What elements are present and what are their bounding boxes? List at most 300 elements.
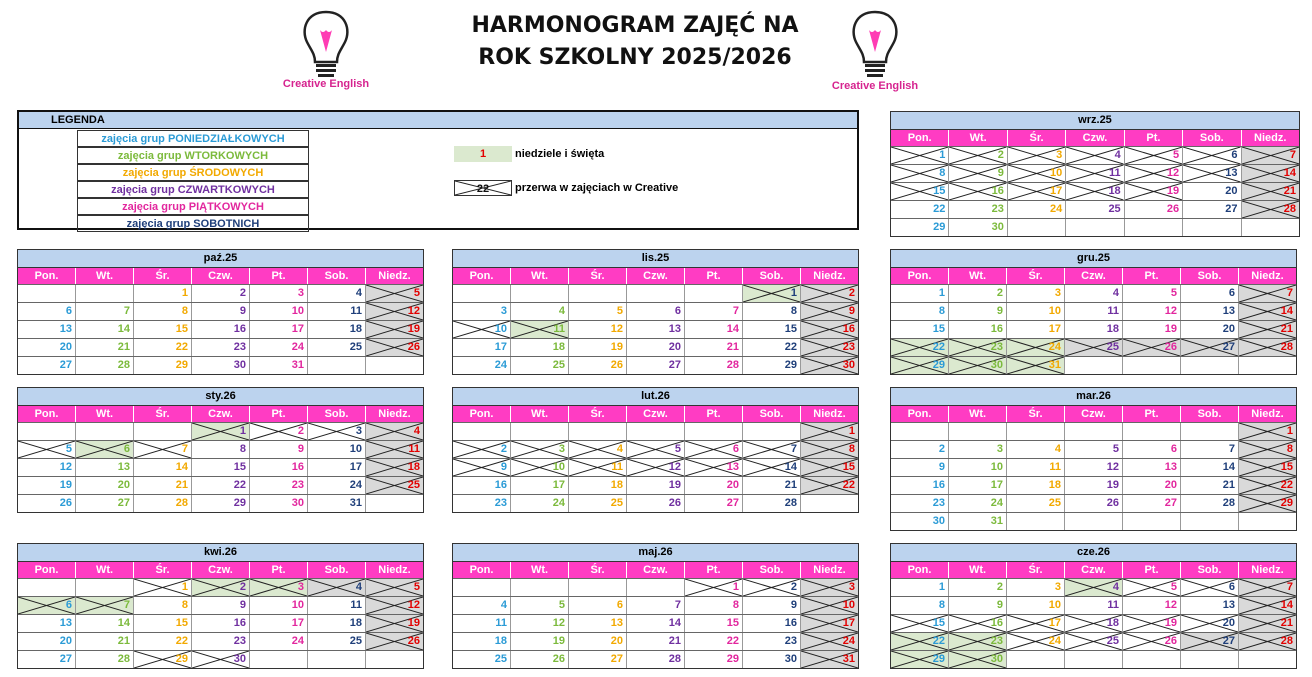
day-number: 7 [1286,287,1293,299]
weekday-header: Pt. [1123,268,1181,284]
day-number: 14 [784,461,797,473]
weekday-header: Pt. [685,406,743,422]
month-title: mar.26 [891,387,1296,406]
day-number: 26 [1164,341,1177,353]
day-cell [76,303,134,320]
title-line-2: ROK SZKOLNY 2025/2026 [478,45,792,70]
day-cell [1123,477,1181,494]
day-cell [743,441,801,458]
day-number: 12 [552,617,565,629]
weekday-header: Wt. [76,406,134,422]
day-cell [891,183,949,200]
day-number: 13 [1225,167,1238,179]
day-cell [192,615,250,632]
day-cell [366,303,423,320]
day-cell [743,321,801,338]
day-number: 7 [732,305,739,317]
day-cell [1065,477,1123,494]
day-number: 19 [610,341,623,353]
day-cell [891,579,949,596]
day-cell [453,423,511,440]
day-cell [743,285,801,302]
day-number: 16 [291,461,304,473]
day-cell [949,651,1007,668]
day-cell [366,651,423,668]
day-cell [801,423,858,440]
day-cell [569,651,627,668]
day-number: 19 [59,479,72,491]
day-number: 16 [990,617,1003,629]
day-cell [1239,459,1296,476]
day-cell [891,651,949,668]
day-cell [627,423,685,440]
day-cell [453,579,511,596]
day-cell [1065,357,1123,374]
day-cell [1066,147,1124,164]
day-number: 24 [291,635,304,647]
day-number: 12 [407,305,420,317]
day-number: 13 [59,617,72,629]
day-cell [949,423,1007,440]
day-number: 3 [1054,581,1061,593]
day-number: 21 [1280,323,1293,335]
weekday-header: Sob. [743,562,801,578]
legend-panel [17,110,859,230]
day-cell [18,357,76,374]
day-cell [685,579,743,596]
day-number: 13 [59,323,72,335]
lightbulb-icon [820,8,930,83]
day-number: 21 [175,479,188,491]
day-cell [1008,219,1066,236]
day-cell [18,339,76,356]
day-number: 25 [1106,635,1119,647]
day-cell [76,615,134,632]
day-number: 10 [291,305,304,317]
week-row [891,284,1296,302]
day-number: 25 [1048,497,1061,509]
day-number: 5 [674,443,681,455]
weekday-header: Czw. [192,406,250,422]
day-number: 11 [1107,599,1119,611]
day-cell [1181,513,1239,530]
day-cell [1123,633,1181,650]
day-cell [1123,597,1181,614]
weekday-header: Czw. [1065,562,1123,578]
day-cell [1065,423,1123,440]
day-number: 22 [175,341,188,353]
day-cell [192,357,250,374]
day-number: 8 [939,167,946,179]
day-number: 12 [1164,599,1177,611]
day-cell [308,339,366,356]
day-cell [627,495,685,512]
weekday-header: Pt. [685,268,743,284]
day-number: 3 [996,443,1003,455]
day-cell [743,339,801,356]
day-cell [76,477,134,494]
day-number: 3 [848,581,855,593]
weekday-header: Śr. [569,268,627,284]
day-cell [1239,597,1296,614]
day-cell [1125,201,1183,218]
day-number: 3 [558,443,565,455]
day-cell [949,477,1007,494]
day-number: 12 [1166,167,1180,179]
day-cell [1065,321,1123,338]
weekday-header: Niedz. [378,270,411,282]
day-cell [76,579,134,596]
day-cell [134,477,192,494]
weekday-header: Wt. [949,406,1007,422]
day-cell [1239,285,1296,302]
logo-right [820,8,930,98]
day-cell [801,441,858,458]
day-number: 4 [1112,581,1119,593]
day-cell [743,597,801,614]
day-number: 5 [413,287,420,299]
weekday-header-row [453,268,858,284]
day-number: 1 [939,149,946,161]
day-cell [1008,201,1066,218]
weekday-header: Śr. [1007,268,1065,284]
day-number: 1 [239,425,246,437]
day-cell [250,285,308,302]
day-number: 13 [1164,461,1177,473]
day-cell [1239,303,1296,320]
weekday-header: Pon. [453,268,511,284]
day-number: 26 [59,497,72,509]
day-cell [308,357,366,374]
day-number: 22 [932,635,945,647]
day-number: 30 [990,359,1003,371]
day-cell [1007,495,1065,512]
weekday-header: Wt. [949,268,1007,284]
day-number: 23 [990,341,1003,353]
day-cell [569,357,627,374]
day-cell [134,651,192,668]
weekday-header: Pt. [1125,130,1183,146]
legend-group-saturday: zajęcia grup SOBOTNICH [77,215,309,232]
day-number: 12 [1106,461,1119,473]
day-number: 24 [842,635,855,647]
day-number: 23 [990,635,1003,647]
day-number: 18 [349,617,362,629]
day-cell [1183,219,1241,236]
legend-group-tuesday: zajęcia grup WTORKOWYCH [77,147,309,164]
day-number: 2 [938,443,945,455]
day-number: 17 [494,341,507,353]
day-cell [891,219,949,236]
day-cell [627,651,685,668]
day-cell [949,357,1007,374]
day-cell [801,285,858,302]
month-calendar-cze.26 [890,543,1297,669]
day-number: 22 [1280,479,1293,491]
day-cell [1181,579,1239,596]
day-cell [1007,357,1065,374]
day-cell [949,183,1007,200]
day-number: 18 [349,323,362,335]
day-number: 27 [1222,341,1235,353]
day-number: 5 [616,305,623,317]
day-cell [685,321,743,338]
day-number: 6 [65,599,72,611]
day-cell [569,303,627,320]
day-number: 16 [991,185,1004,197]
day-cell [18,285,76,302]
day-cell [685,615,743,632]
day-cell [192,651,250,668]
day-number: 20 [117,479,130,491]
day-cell [891,477,949,494]
day-cell [308,303,366,320]
day-cell [627,357,685,374]
day-cell [1007,459,1065,476]
weekday-header: Śr. [1008,130,1066,146]
day-cell [1123,321,1181,338]
day-cell [366,495,423,512]
day-number: 5 [65,443,72,455]
weekday-header: Wt. [511,268,569,284]
day-number: 12 [1164,305,1177,317]
day-cell [1125,219,1183,236]
day-cell [891,165,949,182]
day-cell [949,579,1007,596]
day-number: 4 [500,599,507,611]
day-number: 20 [726,479,739,491]
week-row [891,338,1296,356]
day-number: 20 [1222,323,1235,335]
day-cell [627,459,685,476]
day-cell [76,339,134,356]
day-cell [1242,165,1299,182]
day-cell [949,303,1007,320]
day-number: 11 [1107,305,1119,317]
day-number: 24 [291,341,304,353]
day-cell [453,495,511,512]
day-number: 6 [1228,581,1235,593]
day-number: 18 [494,635,507,647]
day-cell [18,459,76,476]
day-cell [1242,219,1299,236]
day-cell [76,459,134,476]
day-cell [1181,495,1239,512]
day-cell [685,633,743,650]
day-number: 31 [349,497,362,509]
day-number: 8 [790,305,797,317]
day-cell [1007,615,1065,632]
legend-header: LEGENDA [19,112,857,129]
day-number: 13 [117,461,130,473]
day-cell [1181,423,1239,440]
day-number: 3 [1054,287,1061,299]
day-number: 9 [297,443,304,455]
day-cell [192,579,250,596]
day-number: 8 [239,443,246,455]
day-cell [949,285,1007,302]
day-number: 22 [933,203,946,215]
day-cell [1065,459,1123,476]
day-number: 14 [1222,461,1235,473]
day-number: 7 [1228,443,1235,455]
day-cell [76,285,134,302]
day-cell [1242,183,1299,200]
day-cell [134,615,192,632]
day-cell [308,477,366,494]
month-title: lut.26 [453,387,858,406]
day-cell [569,633,627,650]
day-cell [192,285,250,302]
day-number: 18 [1106,323,1119,335]
day-cell [627,339,685,356]
day-cell [18,495,76,512]
day-cell [1065,513,1123,530]
day-number: 29 [175,653,188,665]
day-cell [1007,633,1065,650]
day-number: 21 [1280,617,1293,629]
day-cell [949,165,1007,182]
day-cell [511,441,569,458]
day-cell [891,633,949,650]
weekday-header: Wt. [76,268,134,284]
day-cell [685,423,743,440]
week-row [453,494,858,512]
day-number: 17 [552,479,565,491]
day-cell [192,633,250,650]
day-cell [891,459,949,476]
day-cell [1183,147,1241,164]
day-number: 17 [842,617,855,629]
day-number: 2 [996,581,1003,593]
day-cell [1065,651,1123,668]
day-number: 8 [181,599,188,611]
day-cell [192,477,250,494]
day-cell [453,597,511,614]
day-cell [1065,339,1123,356]
day-cell [192,597,250,614]
day-cell [743,651,801,668]
day-cell [627,303,685,320]
day-number: 9 [996,305,1003,317]
day-number: 27 [1225,203,1238,215]
break-sample: 22 [476,183,490,195]
day-number: 25 [1108,203,1121,215]
weekday-header: Pt. [685,562,743,578]
weekday-header: Śr. [1007,406,1065,422]
weekday-header: Niedz. [1251,408,1284,420]
day-cell [1181,651,1239,668]
day-cell [743,495,801,512]
day-cell [76,321,134,338]
day-number: 23 [494,497,507,509]
day-cell [511,633,569,650]
weekday-header: Pon. [891,562,949,578]
month-calendar-sty.26 [17,387,424,513]
day-number: 11 [553,323,565,335]
month-calendar-kwi.26 [17,543,424,669]
day-number: 30 [991,221,1004,233]
day-cell [627,597,685,614]
day-number: 23 [291,479,304,491]
day-number: 26 [552,653,565,665]
day-number: 20 [59,341,72,353]
day-number: 6 [616,599,623,611]
day-number: 10 [990,461,1003,473]
break-label: przerwa w zajęciach w Creative [515,182,679,194]
day-number: 28 [726,359,739,371]
day-number: 21 [117,341,130,353]
day-number: 25 [349,341,362,353]
day-cell [366,477,423,494]
day-cell [192,459,250,476]
day-cell [18,579,76,596]
day-cell [134,303,192,320]
week-row [453,458,858,476]
day-cell [1181,633,1239,650]
day-number: 21 [726,341,739,353]
day-number: 5 [1112,443,1119,455]
weekday-header: Czw. [627,268,685,284]
day-number: 19 [668,479,681,491]
day-cell [949,495,1007,512]
legend-group-thursday: zajęcia grup CZWARTKOWYCH [77,181,309,198]
day-cell [743,423,801,440]
day-number: 29 [726,653,739,665]
day-cell [250,357,308,374]
day-number: 3 [297,581,304,593]
day-cell [627,285,685,302]
day-number: 3 [1056,149,1063,161]
day-cell [743,357,801,374]
day-cell [1065,615,1123,632]
week-row [891,182,1299,200]
day-cell [743,303,801,320]
day-number: 1 [181,287,188,299]
day-number: 29 [932,359,945,371]
day-cell [569,321,627,338]
day-number: 7 [1289,149,1296,161]
day-number: 6 [674,305,681,317]
day-cell [511,459,569,476]
day-number: 1 [732,581,739,593]
day-cell [685,495,743,512]
weekday-header: Wt. [511,562,569,578]
day-cell [1123,357,1181,374]
day-number: 2 [500,443,507,455]
week-row [891,596,1296,614]
day-cell [1007,513,1065,530]
day-cell [366,633,423,650]
day-cell [18,441,76,458]
day-cell [511,615,569,632]
day-number: 18 [552,341,565,353]
day-number: 2 [239,287,246,299]
day-cell [949,615,1007,632]
day-number: 2 [997,149,1004,161]
day-cell [1066,201,1124,218]
day-number: 21 [1222,479,1235,491]
day-number: 27 [1164,497,1177,509]
logo-text-left: Creative English [282,78,370,90]
day-number: 31 [1048,359,1061,371]
day-number: 14 [1280,305,1293,317]
day-cell [1181,615,1239,632]
week-row [891,422,1296,440]
day-cell [685,357,743,374]
weekday-header: Niedz. [813,270,846,282]
day-cell [308,459,366,476]
